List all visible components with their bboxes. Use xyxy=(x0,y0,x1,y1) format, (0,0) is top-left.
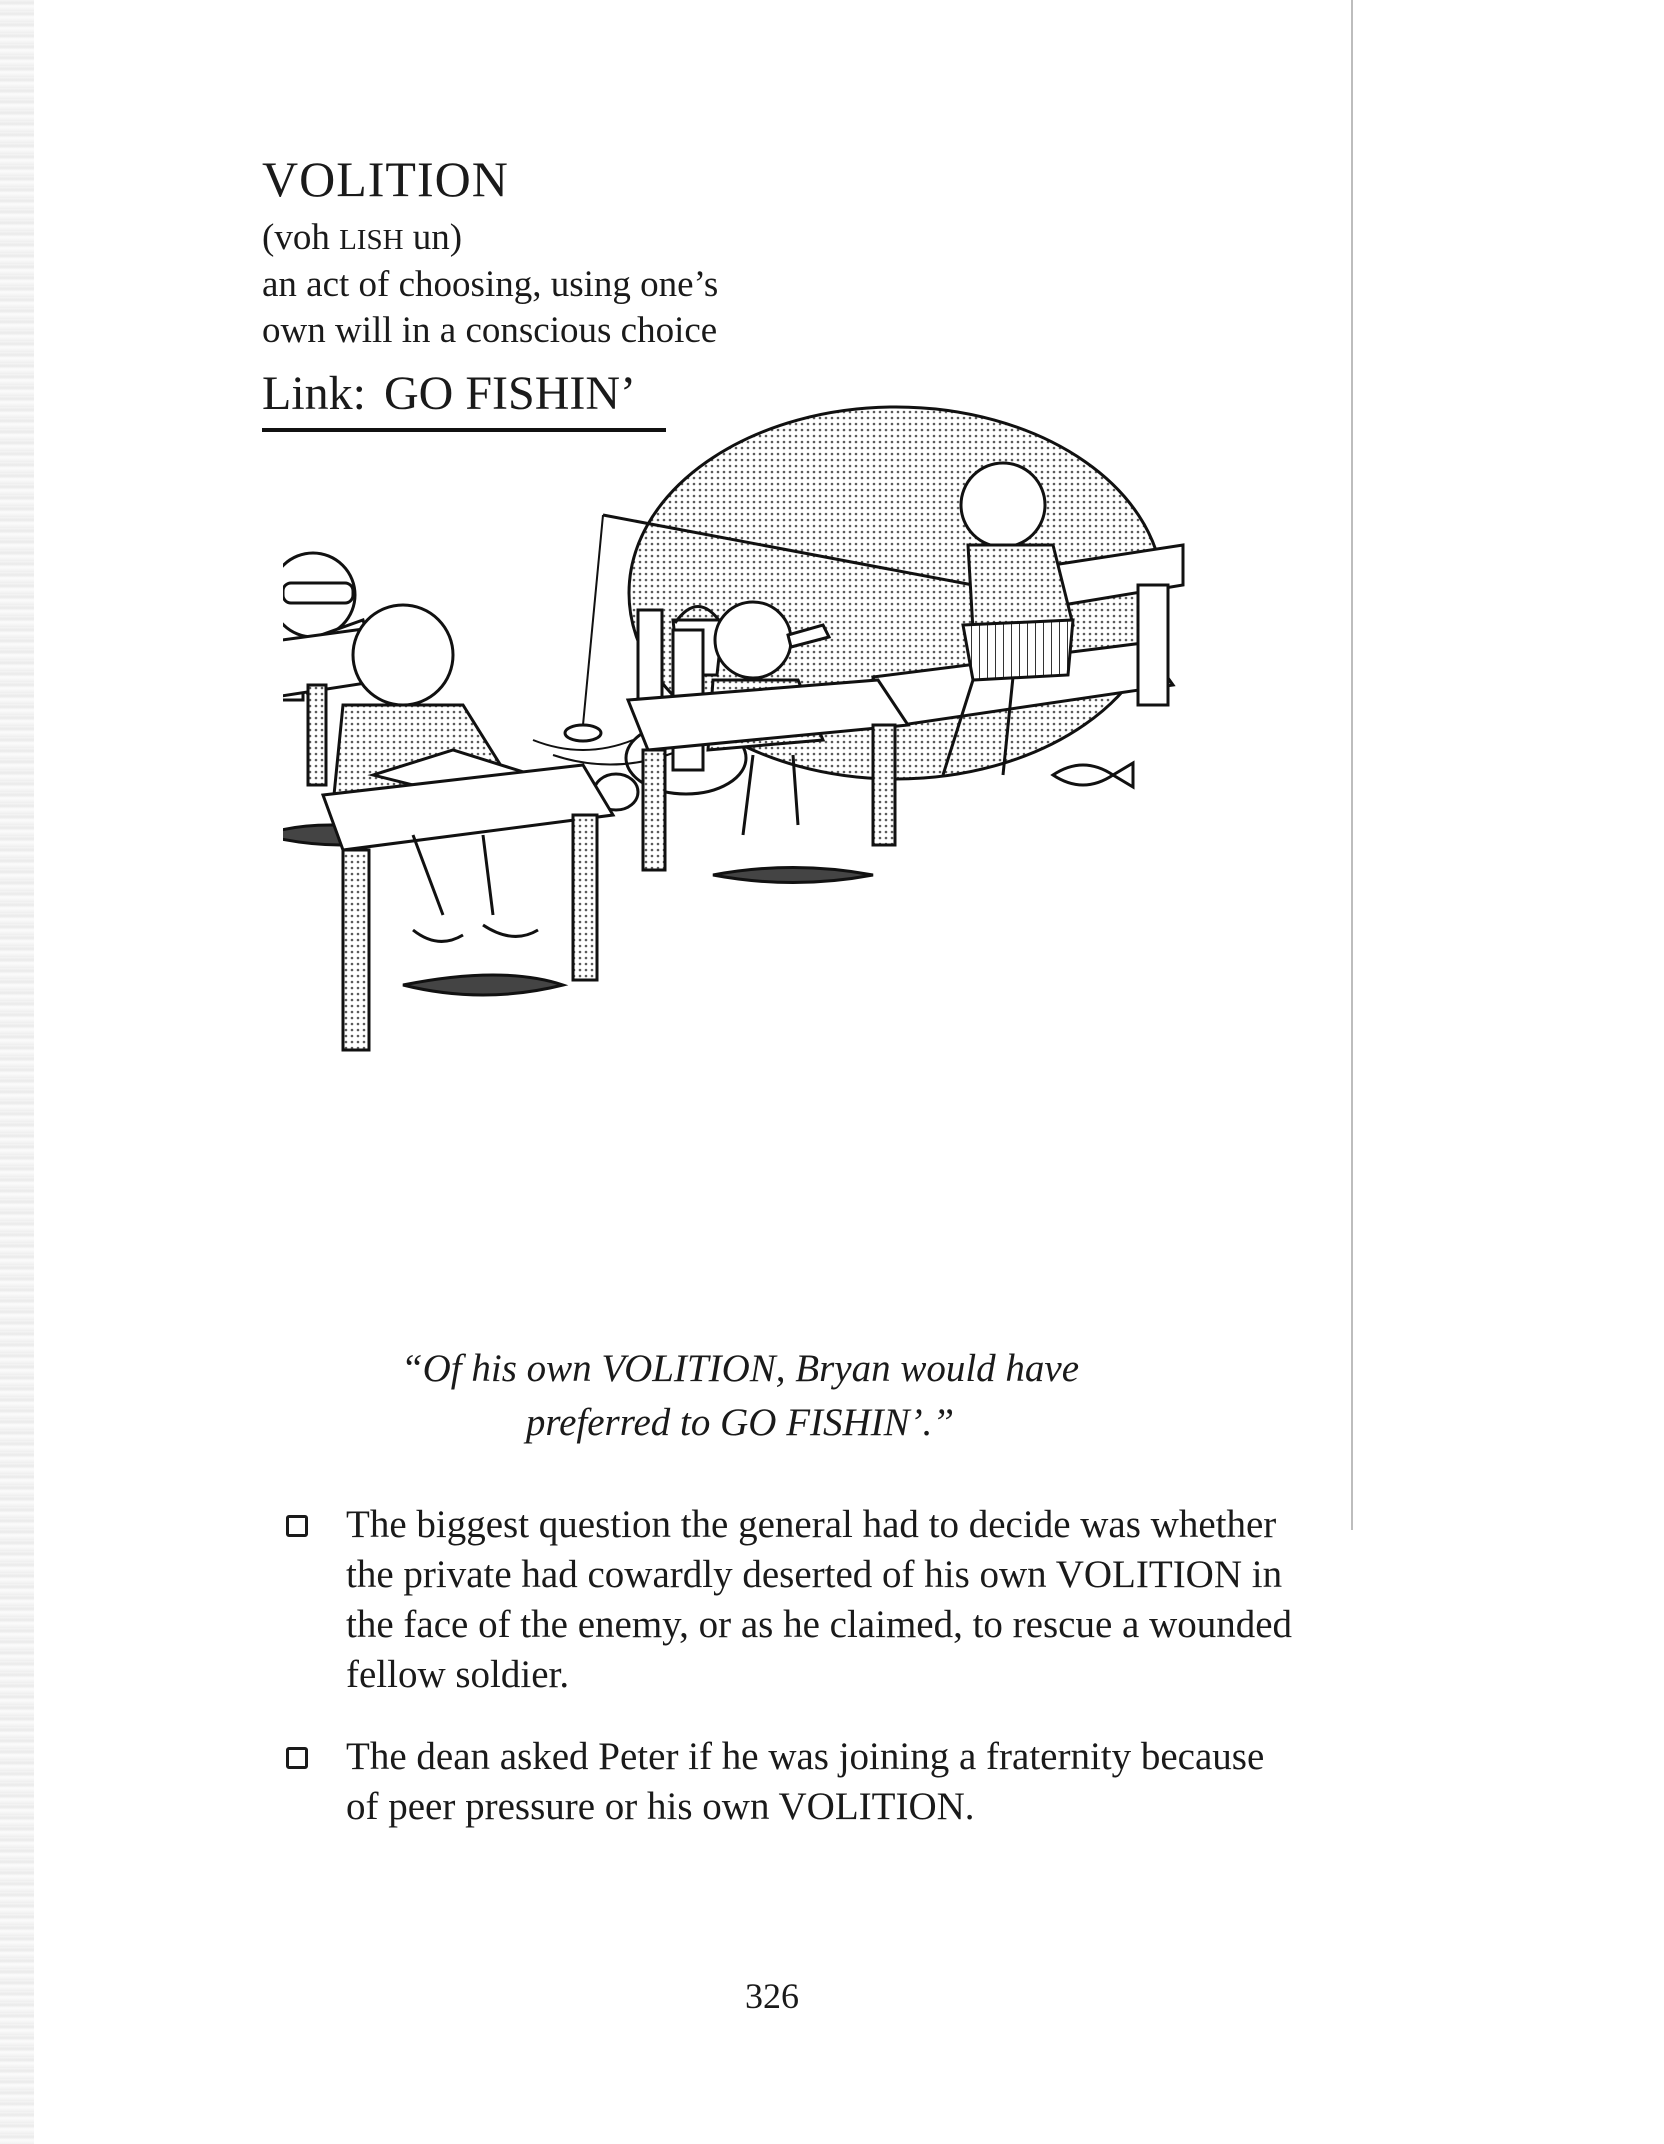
shoes xyxy=(413,925,538,941)
example-item xyxy=(272,1732,1302,1832)
link-word: GO FISHIN’ xyxy=(384,367,636,420)
glasses-frames xyxy=(283,583,353,603)
example-sentences xyxy=(272,1500,1302,1864)
example-text: The dean asked Peter if he was joining a fraternity because of peer pressure or his own VOLITION. xyxy=(346,1735,1265,1828)
caption-line: “Of his own VOLITION, Bryan would have xyxy=(400,1347,1080,1390)
headword: VOLITION xyxy=(262,151,509,207)
student-daydreaming xyxy=(323,605,613,1050)
scan-edge-artifact xyxy=(0,0,34,2144)
pronunciation-open: (voh xyxy=(262,217,340,258)
fishing-bobber xyxy=(565,725,601,741)
caption-line: preferred to GO FISHIN’.” xyxy=(525,1401,955,1444)
definition xyxy=(262,262,882,354)
page-number: 326 xyxy=(745,1976,799,2016)
desk-leg xyxy=(573,815,597,980)
daydreaming-boy-head xyxy=(353,605,453,705)
checkbox-icon xyxy=(286,1515,308,1537)
desk-leg xyxy=(308,685,326,785)
illustration-caption xyxy=(300,1342,1180,1450)
desk-leg xyxy=(643,750,665,870)
definition-line: own will in a conscious choice xyxy=(262,310,718,351)
classroom-illustration xyxy=(283,355,1273,1335)
fishing-boy-head xyxy=(961,463,1045,547)
desk-leg xyxy=(343,850,369,1050)
legs-trousers xyxy=(413,835,493,915)
legs-shoes xyxy=(743,755,798,835)
fishing-boy-shirt xyxy=(968,545,1073,630)
pronunciation-stress: LISH xyxy=(339,224,404,256)
fishing-boy-shorts xyxy=(963,620,1073,680)
example-item xyxy=(272,1500,1302,1700)
bench-post-right xyxy=(1138,585,1168,705)
girl-head xyxy=(715,602,791,678)
page-margin-rule xyxy=(1351,0,1353,1530)
floor-shadow xyxy=(713,868,873,883)
floor-shadow xyxy=(403,975,563,995)
fishing-line xyxy=(583,515,603,725)
checkbox-icon xyxy=(286,1747,308,1769)
fish-on-dock xyxy=(1053,763,1133,787)
definition-line: an act of choosing, using one’s xyxy=(262,264,719,305)
example-text: The biggest question the general had to decide was whether the private had cowardly deserted of his own VOLITION in the face of the enemy, or as he claimed, to rescue a wounded fellow soldier. xyxy=(346,1503,1293,1696)
pronunciation xyxy=(262,216,462,259)
desk-leg xyxy=(873,725,895,845)
link-label: Link: xyxy=(262,367,366,420)
pronunciation-close: un) xyxy=(403,217,463,258)
